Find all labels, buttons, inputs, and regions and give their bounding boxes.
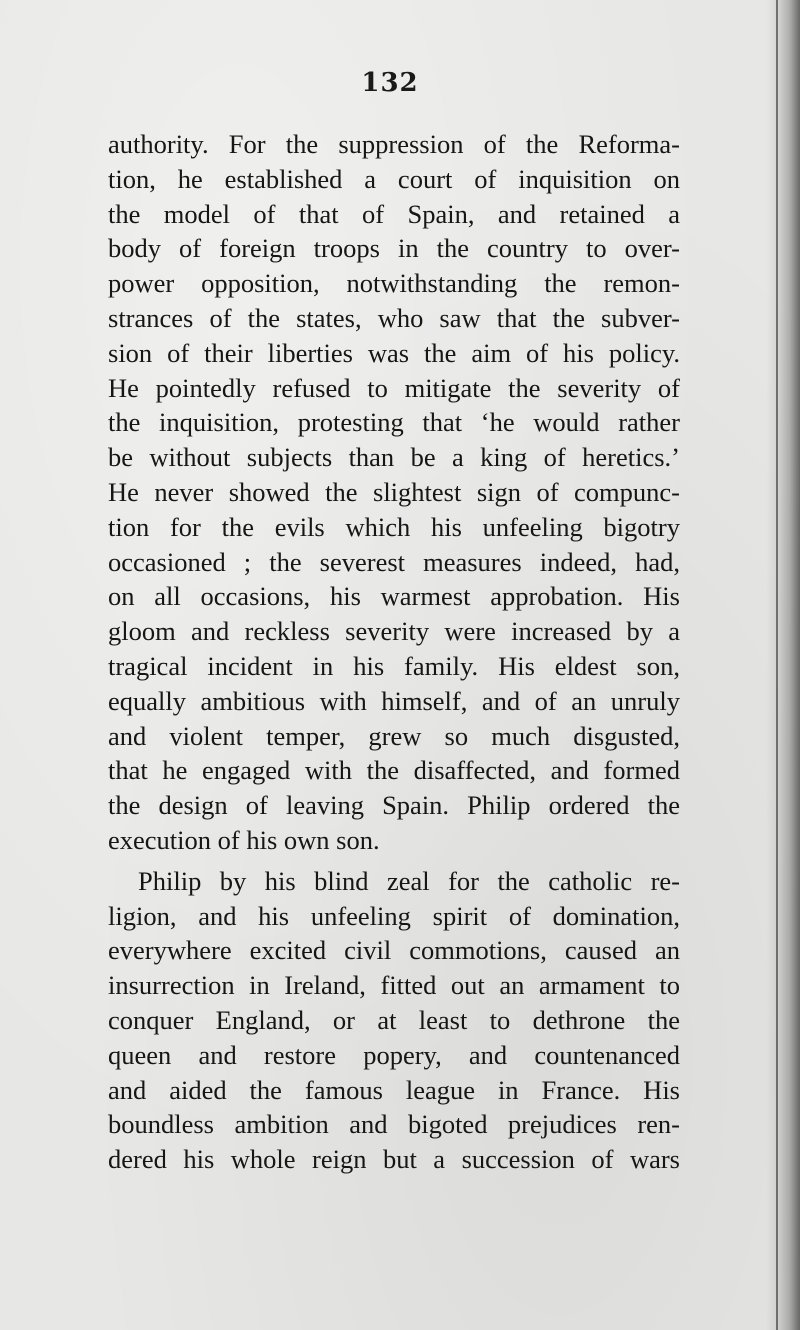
- text-line: on all occasions, his warmest approbation. His: [108, 581, 680, 612]
- text-line: the model of that of Spain, and retained a: [108, 198, 680, 229]
- text-line: occasioned ; the severest measures indeed, had,: [108, 546, 680, 577]
- text-line: Philip by his blind zeal for the catholic re-: [138, 865, 680, 896]
- text-line: tion, he established a court of inquisition on: [108, 163, 680, 194]
- text-line: conquer England, or at least to dethrone the: [108, 1004, 680, 1035]
- paragraph-1: [108, 127, 680, 858]
- spine-shadow: [766, 0, 800, 1330]
- text-line: gloom and reckless severity were increased by a: [108, 616, 680, 647]
- text-line: tion for the evils which his unfeeling bigotry: [108, 511, 680, 542]
- text-line: equally ambitious with himself, and of an unruly: [108, 685, 680, 716]
- text-line: and violent temper, grew so much disgusted,: [108, 720, 680, 751]
- text-line: authority. For the suppression of the Reforma-: [108, 129, 680, 159]
- text-line: strances of the states, who saw that the subver-: [108, 302, 680, 333]
- text-line: He pointedly refused to mitigate the severity of: [108, 372, 680, 403]
- text-line: dered his whole reign but a succession of wars: [108, 1144, 680, 1175]
- body-text: [108, 127, 680, 1177]
- text-line: body of foreign troops in the country to over-: [108, 233, 680, 264]
- text-line: that he engaged with the disaffected, and formed: [108, 755, 680, 786]
- paragraph-2: [108, 864, 680, 1177]
- text-line: the inquisition, protesting that ‘he would rather: [108, 407, 680, 438]
- text-line: and aided the famous league in France. His: [108, 1074, 680, 1105]
- text-line: power opposition, notwithstanding the remon-: [108, 268, 680, 299]
- text-line: tragical incident in his family. His eldest son,: [108, 650, 680, 681]
- text-line: execution of his own son.: [108, 824, 380, 855]
- text-line: insurrection in Ireland, fitted out an armament to: [108, 970, 680, 1001]
- spine-edge: [776, 0, 778, 1330]
- text-line: sion of their liberties was the aim of his policy.: [108, 337, 680, 368]
- text-line: He never showed the slightest sign of compunc-: [108, 476, 680, 507]
- text-line: boundless ambition and bigoted prejudices ren-: [108, 1109, 680, 1140]
- text-line: queen and restore popery, and countenanced: [108, 1039, 680, 1070]
- text-line: ligion, and his unfeeling spirit of domination,: [108, 900, 680, 931]
- text-line: be without subjects than be a king of heretics.’: [108, 442, 680, 473]
- text-line: the design of leaving Spain. Philip ordered the: [108, 790, 680, 821]
- text-line: everywhere excited civil commotions, caused an: [108, 935, 680, 966]
- page-number: 132: [361, 68, 419, 98]
